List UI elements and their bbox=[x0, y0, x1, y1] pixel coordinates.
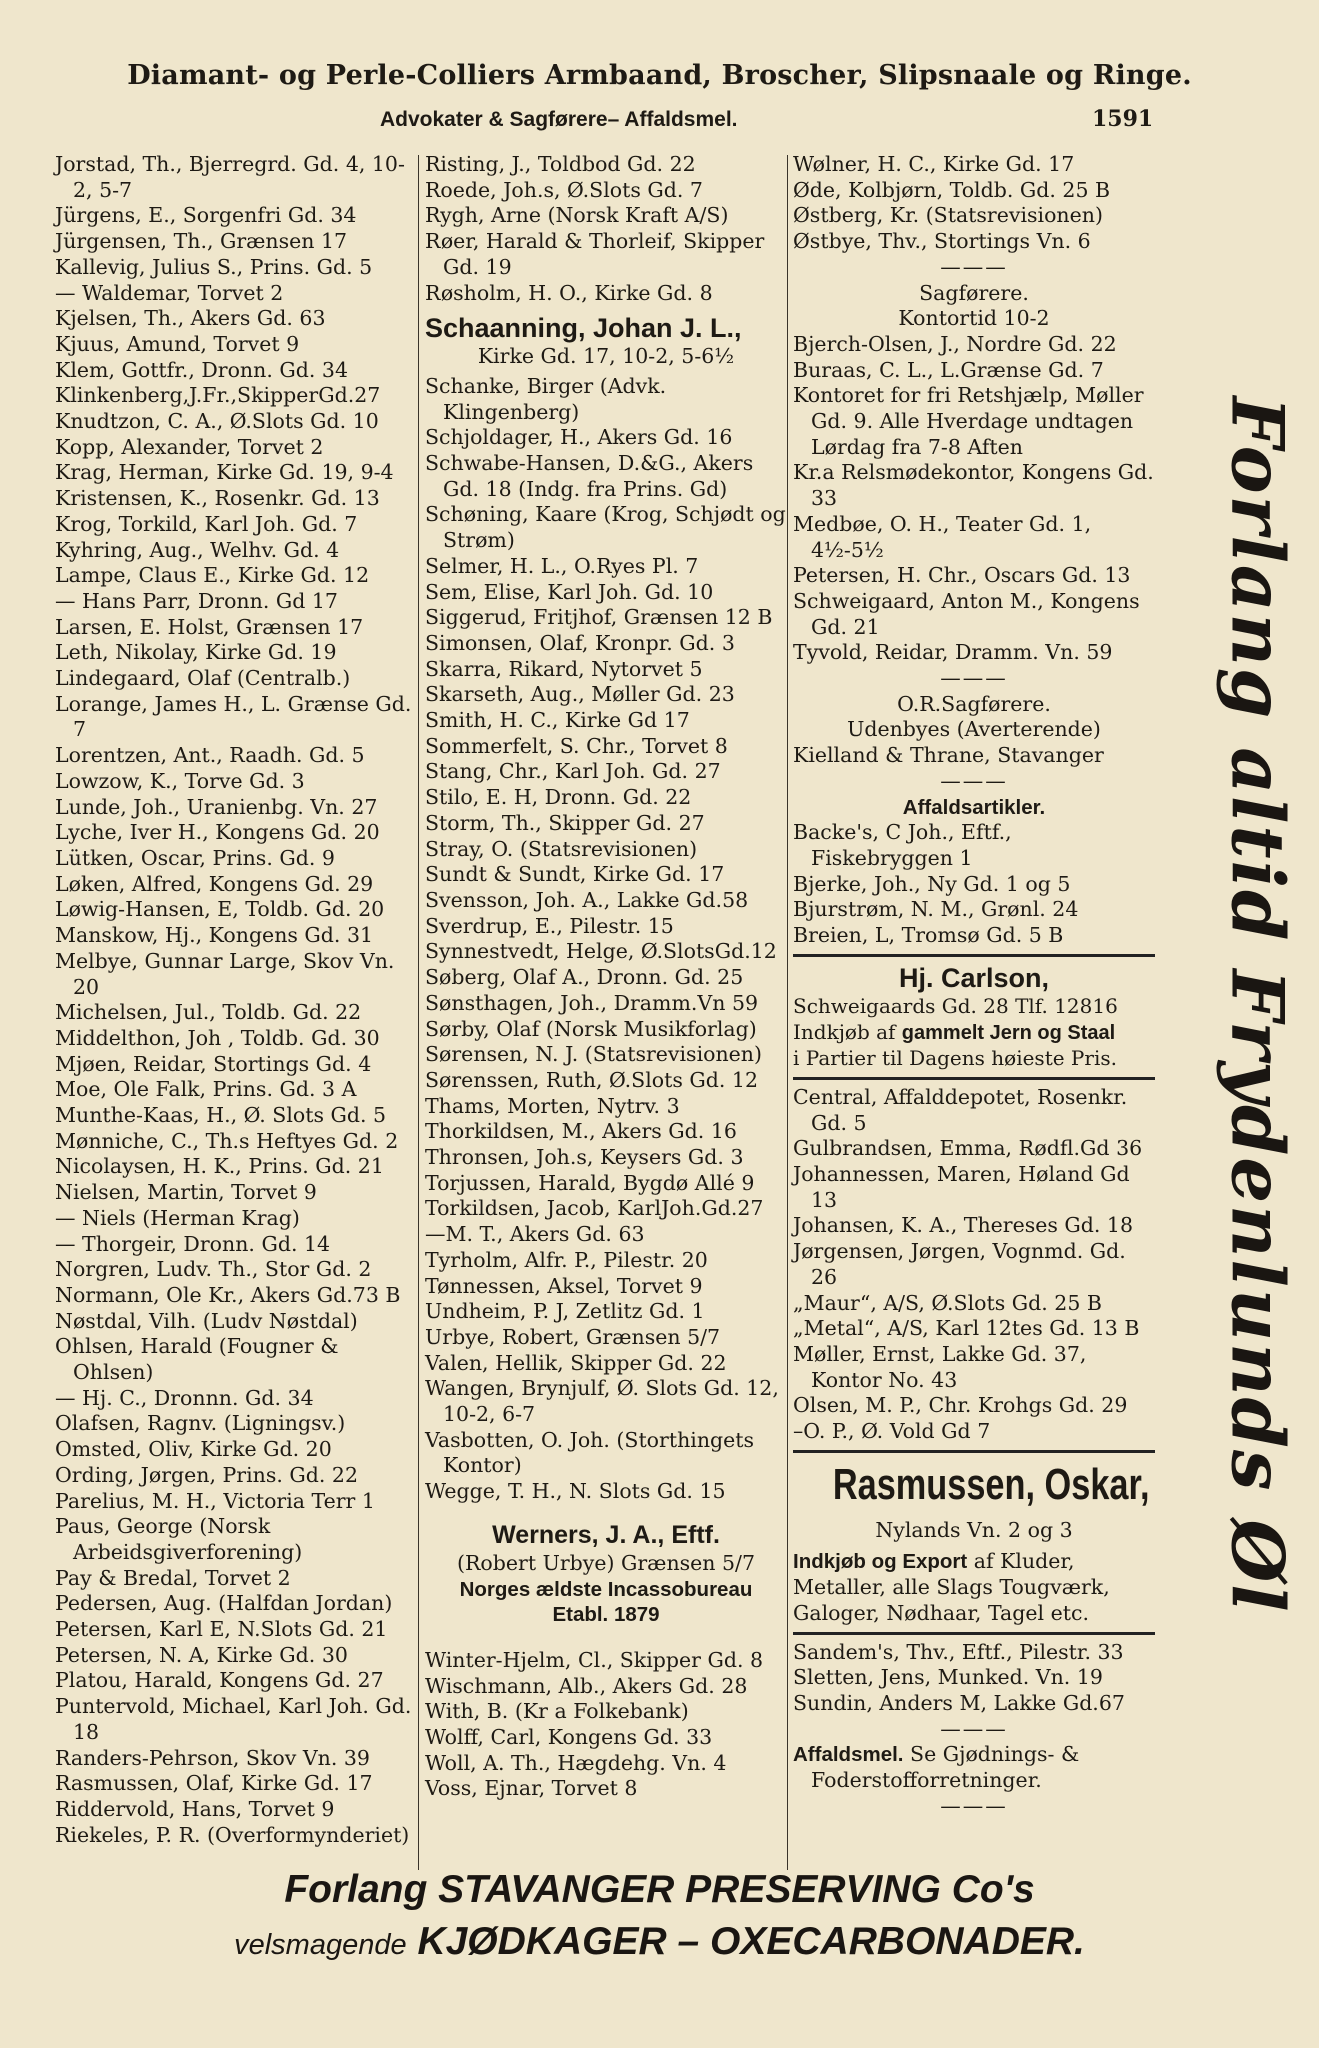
list-item: Rasmussen, Olaf, Kirke Gd. 17 bbox=[55, 1771, 373, 1796]
listing-address: Kirke Gd. 17, 10-2, 5-6½ bbox=[477, 344, 735, 369]
list-item: Urbye, Robert, Grænsen 5/7 bbox=[425, 1324, 721, 1349]
list-item: Randers-Pehrson, Skov Vn. 39 bbox=[55, 1745, 370, 1770]
list-item: Petersen, H. Chr., Oscars Gd. 13 bbox=[793, 563, 1131, 588]
list-item: Sletten, Jens, Munked. Vn. 19 bbox=[793, 1665, 1103, 1690]
list-item: Medbøe, O. H., Teater Gd. 1, 4½-5½ bbox=[793, 511, 1092, 562]
list-item: Knudtzon, C. A., Ø.Slots Gd. 10 bbox=[55, 409, 379, 434]
list-item: Normann, Ole Kr., Akers Gd.73 B bbox=[55, 1282, 401, 1307]
list-item: Pedersen, Aug. (Halfdan Jordan) bbox=[55, 1591, 393, 1616]
page-header-title: Diamant- og Perle-Colliers Armbaand, Broscher, Slipsnaale og Ringe. bbox=[127, 60, 1192, 91]
list-item: Ohlsen, Harald (Fougner & Ohlsen) bbox=[55, 1334, 339, 1385]
list-item: Riekeles, P. R. (Overformynderiet) bbox=[55, 1822, 410, 1847]
list-item: Pay & Bredal, Torvet 2 bbox=[55, 1565, 291, 1590]
list-item: Norgren, Ludv. Th., Stor Gd. 2 bbox=[55, 1257, 372, 1282]
list-item: Kristensen, K., Rosenkr. Gd. 13 bbox=[55, 486, 380, 511]
list-item: Moe, Ole Falk, Prins. Gd. 3 A bbox=[55, 1077, 357, 1102]
rule bbox=[793, 1632, 1155, 1635]
list-item: Leth, Nikolay, Kirke Gd. 19 bbox=[55, 640, 337, 665]
side-advertisement: Forlang altid Frydenlunds Øl bbox=[1215, 396, 1301, 1614]
list-item: Rygh, Arne (Norsk Kraft A/S) bbox=[425, 203, 729, 228]
divider-dash: ——— bbox=[940, 254, 1008, 279]
list-item: Krag, Herman, Kirke Gd. 19, 9-4 bbox=[55, 460, 394, 485]
list-item: Vasbotten, O. Joh. (Storthingets Kontor) bbox=[425, 1427, 755, 1478]
list-item: Simonsen, Olaf, Kronpr. Gd. 3 bbox=[425, 630, 735, 655]
list-item: Bjerch-Olsen, J., Nordre Gd. 22 bbox=[793, 331, 1117, 356]
list-item: Kjelsen, Th., Akers Gd. 63 bbox=[55, 306, 326, 331]
list-item: Voss, Ejnar, Torvet 8 bbox=[425, 1776, 638, 1801]
divider-dash: ——— bbox=[940, 1716, 1008, 1741]
list-item: Lunde, Joh., Uranienbg. Vn. 27 bbox=[55, 794, 378, 819]
list-item: Torkildsen, Jacob, KarlJoh.Gd.27 bbox=[425, 1196, 764, 1221]
column-3 bbox=[793, 152, 1155, 1819]
list-item: Bjerke, Joh., Ny Gd. 1 og 5 bbox=[793, 871, 1071, 896]
listing-address: Nylands Vn. 2 og 3 bbox=[875, 1517, 1073, 1542]
entry-list bbox=[793, 820, 1155, 949]
list-item: Jürgens, E., Sorgenfri Gd. 34 bbox=[55, 203, 357, 228]
column-divider bbox=[418, 155, 419, 1870]
list-item: Jørgensen, Jørgen, Vognmd. Gd. 26 bbox=[793, 1239, 1126, 1289]
list-item: –O. P., Ø. Vold Gd 7 bbox=[793, 1419, 991, 1444]
list-item: Skarra, Rikard, Nytorvet 5 bbox=[425, 656, 703, 681]
list-item: Tyrholm, Alfr. P., Pilestr. 20 bbox=[425, 1247, 708, 1272]
list-item: Backe's, C Joh., Eftf., Fiskebryggen 1 bbox=[793, 820, 1012, 870]
entry-list bbox=[793, 152, 1155, 255]
listing-tagline: Norges ældste Incassobureau bbox=[459, 1577, 753, 1601]
list-item: Øde, Kolbjørn, Toldb. Gd. 25 B bbox=[793, 177, 1111, 202]
list-item: Mjøen, Reidar, Stortings Gd. 4 bbox=[55, 1051, 372, 1076]
list-item: Sønsthagen, Joh., Dramm.Vn 59 bbox=[425, 990, 759, 1015]
list-item: Lorange, James H., L. Grænse Gd. 7 bbox=[55, 691, 412, 742]
list-item: Winter-Hjelm, Cl., Skipper Gd. 8 bbox=[425, 1647, 764, 1672]
listing-detail: Indkjøb af gammelt Jern og Staal bbox=[793, 1019, 1116, 1044]
list-item: Nicolaysen, H. K., Prins. Gd. 21 bbox=[55, 1154, 384, 1179]
list-item: Søberg, Olaf A., Dronn. Gd. 25 bbox=[425, 965, 744, 990]
list-item: Valen, Hellik, Skipper Gd. 22 bbox=[425, 1350, 727, 1375]
list-item: Omsted, Oliv, Kirke Gd. 20 bbox=[55, 1437, 332, 1462]
list-item: Paus, George (Norsk Arbeidsgiverforening) bbox=[55, 1514, 303, 1564]
list-item: Melbye, Gunnar Large, Skov Vn. 20 bbox=[55, 948, 395, 999]
bottom-advertisement-line-2: velsmagende KJØDKAGER – OXECARBONADER. bbox=[234, 1920, 1085, 1963]
divider-dash: ——— bbox=[940, 1793, 1008, 1818]
list-item: Woll, A. Th., Hægdehg. Vn. 4 bbox=[425, 1750, 727, 1775]
list-item: Middelthon, Joh , Toldb. Gd. 30 bbox=[55, 1025, 380, 1050]
list-item: „Metal“, A/S, Karl 12tes Gd. 13 B bbox=[793, 1316, 1140, 1341]
list-item: Buraas, C. L., L.Grænse Gd. 7 bbox=[793, 357, 1104, 382]
list-item: Undheim, P. J, Zetlitz Gd. 1 bbox=[425, 1299, 705, 1324]
entry-list bbox=[425, 374, 787, 1505]
divider-dash: ——— bbox=[940, 666, 1008, 691]
list-item: Ording, Jørgen, Prins. Gd. 22 bbox=[55, 1462, 359, 1487]
list-item: Puntervold, Michael, Karl Joh. Gd. 18 bbox=[55, 1694, 412, 1744]
list-item: Kielland & Thrane, Stavanger bbox=[793, 743, 1104, 768]
list-item: Kontoret for fri Retshjælp, Møller Gd. 9. Alle Hverdage undtagen Lørdag fra 7-8 Aften bbox=[793, 383, 1144, 459]
list-item: Østberg, Kr. (Statsrevisionen) bbox=[793, 203, 1103, 228]
list-item: Gulbrandsen, Emma, Rødfl.Gd 36 bbox=[793, 1136, 1143, 1161]
list-item: Schjoldager, H., Akers Gd. 16 bbox=[425, 425, 733, 450]
list-item: Sommerfelt, S. Chr., Torvet 8 bbox=[425, 733, 728, 758]
list-item: Jürgensen, Th., Grænsen 17 bbox=[55, 229, 348, 254]
entry-list bbox=[793, 1640, 1155, 1717]
list-item: Risting, J., Toldbod Gd. 22 bbox=[425, 152, 696, 176]
list-item: Munthe-Kaas, H., Ø. Slots Gd. 5 bbox=[55, 1103, 387, 1128]
list-item: Torjussen, Harald, Bygdø Allé 9 bbox=[425, 1170, 755, 1195]
list-item: Petersen, N. A, Kirke Gd. 30 bbox=[55, 1642, 348, 1667]
list-item: Riddervold, Hans, Torvet 9 bbox=[55, 1797, 335, 1821]
section-subtitle: Udenbyes (Averterende) bbox=[847, 717, 1101, 742]
rule bbox=[793, 954, 1155, 957]
listing-detail: i Partier til Dagens høieste Pris. bbox=[793, 1046, 1117, 1071]
list-item: Schanke, Birger (Advk. Klingenberg) bbox=[425, 373, 667, 424]
list-item: Wangen, Brynjulf, Ø. Slots Gd. 12, 10-2, 6-7 bbox=[425, 1376, 779, 1427]
list-item: Stilo, E. H, Dronn. Gd. 22 bbox=[425, 785, 692, 810]
list-item: Mønniche, C., Th.s Heftyes Gd. 2 bbox=[55, 1128, 399, 1153]
listing-name-rasmussen: Rasmussen, Oskar, bbox=[832, 1459, 1150, 1509]
list-item: „Maur“, A/S, Ø.Slots Gd. 25 B bbox=[793, 1290, 1102, 1315]
list-item: Sundin, Anders M, Lakke Gd.67 bbox=[793, 1690, 1125, 1715]
list-item: Røsholm, H. O., Kirke Gd. 8 bbox=[425, 280, 713, 305]
list-item: Nielsen, Martin, Torvet 9 bbox=[55, 1180, 317, 1205]
list-item: — Thorgeir, Dronn. Gd. 14 bbox=[55, 1231, 331, 1256]
list-item: Sørby, Olaf (Norsk Musikforlag) bbox=[425, 1016, 757, 1041]
list-item: Platou, Harald, Kongens Gd. 27 bbox=[55, 1668, 384, 1693]
entry-list bbox=[425, 1648, 787, 1802]
list-item: With, B. (Kr a Folkebank) bbox=[425, 1699, 689, 1724]
section-title-affaldsartikler: Affaldsartikler. bbox=[902, 795, 1046, 819]
list-item: Thronsen, Joh.s, Keysers Gd. 3 bbox=[425, 1145, 744, 1170]
list-item: Selmer, H. L., O.Ryes Pl. 7 bbox=[425, 553, 699, 578]
list-item: — Waldemar, Torvet 2 bbox=[55, 280, 284, 305]
list-item: Skarseth, Aug., Møller Gd. 23 bbox=[425, 682, 735, 707]
cross-reference: Affaldsmel. Se Gjødnings- & Foderstofforretninger. bbox=[793, 1742, 1080, 1793]
list-item: Østbye, Thv., Stortings Vn. 6 bbox=[793, 229, 1091, 254]
page-number: 1591 bbox=[1092, 106, 1154, 132]
list-item: Kyhring, Aug., Welhv. Gd. 4 bbox=[55, 537, 340, 562]
list-item: Kr.a Relsmødekontor, Kongens Gd. 33 bbox=[793, 460, 1154, 511]
listing-detail: Galoger, Nødhaar, Tagel etc. bbox=[793, 1600, 1089, 1625]
list-item: Olafsen, Ragnv. (Ligningsv.) bbox=[55, 1411, 346, 1436]
list-item: Stang, Chr., Karl Joh. Gd. 27 bbox=[425, 759, 721, 784]
list-item: Michelsen, Jul., Toldb. Gd. 22 bbox=[55, 1000, 362, 1025]
column-divider bbox=[787, 155, 788, 1870]
list-item: Smith, H. C., Kirke Gd 17 bbox=[425, 708, 690, 733]
list-item: Klinkenberg,J.Fr.,SkipperGd.27 bbox=[55, 383, 381, 408]
section-title-or-sagforere: O.R.Sagførere. bbox=[897, 691, 1051, 716]
listing-detail: Metaller, alle Slags Tougværk, bbox=[793, 1575, 1110, 1600]
listing-name-carlson: Hj. Carlson, bbox=[898, 962, 1050, 993]
list-item: Schweigaard, Anton M., Kongens Gd. 21 bbox=[793, 588, 1140, 639]
listing-detail: Indkjøb og Export af Kluder, bbox=[793, 1549, 1075, 1574]
list-item: Løken, Alfred, Kongens Gd. 29 bbox=[55, 871, 374, 896]
list-item: Sørenssen, Ruth, Ø.Slots Gd. 12 bbox=[425, 1067, 758, 1092]
list-item: Lütken, Oscar, Prins. Gd. 9 bbox=[55, 845, 335, 870]
list-item: Løwig-Hansen, E, Toldb. Gd. 20 bbox=[55, 897, 385, 922]
list-item: Roede, Joh.s, Ø.Slots Gd. 7 bbox=[425, 177, 703, 202]
list-item: — Hans Parr, Dronn. Gd 17 bbox=[55, 588, 338, 613]
list-item: — Niels (Herman Krag) bbox=[55, 1205, 300, 1230]
list-item: Sørensen, N. J. (Statsrevisionen) bbox=[425, 1042, 763, 1067]
list-item: Lorentzen, Ant., Raadh. Gd. 5 bbox=[55, 743, 365, 768]
list-item: Wischmann, Alb., Akers Gd. 28 bbox=[425, 1673, 748, 1698]
list-item: Klem, Gottfr., Dronn. Gd. 34 bbox=[55, 357, 348, 382]
list-item: Nøstdal, Vilh. (Ludv Nøstdal) bbox=[55, 1308, 358, 1333]
list-item: Thams, Morten, Nytrv. 3 bbox=[425, 1093, 680, 1118]
list-item: —M. T., Akers Gd. 63 bbox=[425, 1222, 645, 1247]
list-item: Sundt & Sundt, Kirke Gd. 17 bbox=[425, 862, 725, 887]
list-item: Kjuus, Amund, Torvet 9 bbox=[55, 331, 300, 356]
listing-name-werners: Werners, J. A., Eftf. bbox=[492, 1520, 720, 1549]
list-item: Manskow, Hj., Kongens Gd. 31 bbox=[55, 923, 374, 948]
listing-established: Etabl. 1879 bbox=[552, 1603, 660, 1627]
entry-list bbox=[793, 332, 1155, 666]
list-item: Thorkildsen, M., Akers Gd. 16 bbox=[425, 1119, 737, 1144]
listing-address: Schweigaards Gd. 28 Tlf. 12816 bbox=[793, 993, 1118, 1018]
list-item: Synnestvedt, Helge, Ø.SlotsGd.12 bbox=[425, 939, 777, 964]
list-item: Breien, L, Tromsø Gd. 5 B bbox=[793, 923, 1064, 948]
rule bbox=[793, 1077, 1155, 1080]
list-item: Siggerud, Fritjhof, Grænsen 12 B bbox=[425, 605, 773, 630]
list-item: Krog, Torkild, Karl Joh. Gd. 7 bbox=[55, 511, 358, 536]
list-item: Kopp, Alexander, Torvet 2 bbox=[55, 434, 324, 459]
list-item: Kallevig, Julius S., Prins. Gd. 5 bbox=[55, 254, 373, 279]
list-item: Lyche, Iver H., Kongens Gd. 20 bbox=[55, 820, 380, 845]
list-item: Lindegaard, Olaf (Centralb.) bbox=[55, 666, 351, 691]
list-item: Schøning, Kaare (Krog, Schjødt og Strøm) bbox=[425, 502, 786, 553]
office-hours: Kontortid 10-2 bbox=[898, 306, 1050, 331]
list-item: Parelius, M. H., Victoria Terr 1 bbox=[55, 1488, 375, 1513]
column-1 bbox=[55, 152, 415, 1848]
listing-name-schaanning: Schaanning, Johan J. L., bbox=[425, 313, 742, 344]
list-item: Storm, Th., Skipper Gd. 27 bbox=[425, 810, 705, 835]
list-item: Sverdrup, E., Pilestr. 15 bbox=[425, 913, 674, 938]
column-2 bbox=[425, 152, 787, 1802]
divider-dash: ——— bbox=[940, 768, 1008, 793]
list-item: Larsen, E. Holst, Grænsen 17 bbox=[55, 614, 364, 639]
list-item: Wegge, T. H., N. Slots Gd. 15 bbox=[425, 1479, 726, 1504]
list-item: Møller, Ernst, Lakke Gd. 37, Kontor No. 43 bbox=[793, 1341, 1087, 1392]
list-item: Schwabe-Hansen, D.&G., Akers Gd. 18 (Indg. fra Prins. Gd) bbox=[425, 451, 754, 501]
entry-list bbox=[793, 1085, 1155, 1445]
bottom-advertisement-line-1: Forlang STAVANGER PRESERVING Co's bbox=[284, 1868, 1035, 1911]
list-item: Petersen, Karl E, N.Slots Gd. 21 bbox=[55, 1617, 388, 1642]
section-heading: Advokater & Sagførere– Affaldsmel. bbox=[380, 108, 738, 131]
list-item: Wolff, Carl, Kongens Gd. 33 bbox=[425, 1725, 713, 1750]
list-item: Tyvold, Reidar, Dramm. Vn. 59 bbox=[793, 640, 1113, 665]
rule bbox=[793, 1450, 1155, 1453]
list-item: Jorstad, Th., Bjerregrd. Gd. 4, 10-2, 5-7 bbox=[55, 152, 405, 202]
list-item: Johansen, K. A., Thereses Gd. 18 bbox=[793, 1213, 1134, 1238]
list-item: Svensson, Joh. A., Lakke Gd.58 bbox=[425, 887, 749, 912]
list-item: — Hj. C., Dronnn. Gd. 34 bbox=[55, 1385, 314, 1410]
list-item: Johannessen, Maren, Høland Gd 13 bbox=[793, 1162, 1130, 1212]
list-item: Sem, Elise, Karl Joh. Gd. 10 bbox=[425, 579, 714, 604]
section-title-sagforere: Sagførere. bbox=[919, 280, 1029, 305]
list-item: Lampe, Claus E., Kirke Gd. 12 bbox=[55, 563, 370, 588]
listing-address: (Robert Urbye) Grænsen 5/7 bbox=[456, 1550, 756, 1575]
list-item: Røer, Harald & Thorleif, Skipper Gd. 19 bbox=[425, 229, 765, 279]
list-item: Bjurstrøm, N. M., Grønl. 24 bbox=[793, 897, 1079, 922]
list-item: Central, Affalddepotet, Rosenkr. Gd. 5 bbox=[793, 1084, 1128, 1135]
entry-list bbox=[425, 152, 787, 306]
list-item: Sandem's, Thv., Eftf., Pilestr. 33 bbox=[793, 1639, 1124, 1664]
list-item: Stray, O. (Statsrevisionen) bbox=[425, 836, 698, 861]
list-item: Wølner, H. C., Kirke Gd. 17 bbox=[793, 152, 1075, 176]
list-item: Tønnessen, Aksel, Torvet 9 bbox=[425, 1273, 703, 1298]
list-item: Lowzow, K., Torve Gd. 3 bbox=[55, 768, 305, 793]
list-item: Olsen, M. P., Chr. Krohgs Gd. 29 bbox=[793, 1393, 1128, 1418]
